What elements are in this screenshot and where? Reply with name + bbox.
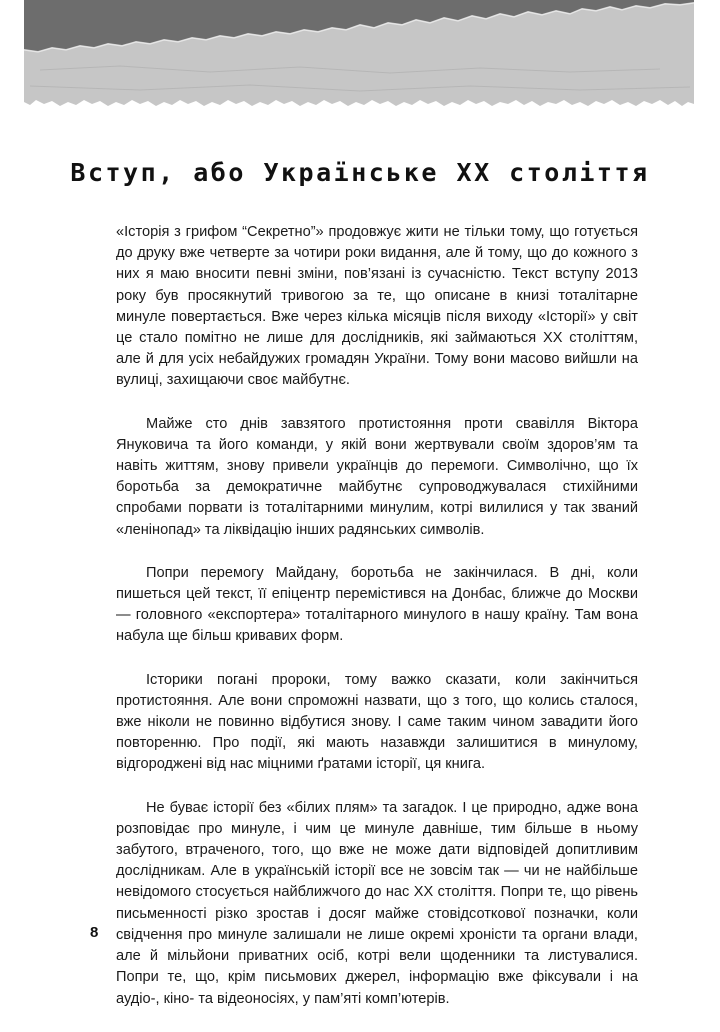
body-text: [116, 222, 638, 1032]
header-torn-paper-band: [0, 0, 720, 112]
chapter-title: Вступ, або Українське ХХ століття: [70, 158, 650, 187]
paragraph: «Історія з грифом “Секретно”» продовжує жити не тільки тому, що готується до друку вже четверте за чотири роки видання, але й тому, що до кожного з них я маю вносити певні зміни, пов’язані із сучасністю. Текст вступу 2013 року був просякнутий тривогою за те, що описане в книзі тоталітарне минуле повертається. Вже через кілька місяців після виходу «Історії» у світ це стало помітно не лише для дослідників, які займаються ХХ століттям, але й для усіх небайдужих громадян України. Тому вони масово вийшли на вулиці, захищаючи своє майбутнє.: [116, 224, 638, 389]
paragraph: Майже сто днів завзятого протистояння проти свавілля Віктора Януковича та його команди, у якій вони жертвували своїм здоров’ям та навіть життям, знову привели українців до перемоги. Символічно, що їх боротьба за демократичне майбутнє супроводжувалася стихійними спробами порвати із тоталітарними минулим, котрі вилилися у так званий «ленінопад» та ліквідацію інших радянських символів.: [116, 415, 638, 538]
torn-paper-graphic: [0, 0, 720, 112]
paragraph: Історики погані пророки, тому важко сказати, коли закінчиться протистояння. Але вони спроможні назвати, що з того, що колись сталося, вже ніколи не повинно відбутися знову. І саме таким чином завадити його повторенню. Про події, які мають назавжди залишитися в минулому, відгороджені від нас міцними ґратами історії, ця книга.: [116, 671, 638, 773]
page-number: 8: [90, 924, 99, 941]
paragraph: Не буває історії без «білих плям» та загадок. І це природно, адже вона розповідає про минуле, і чим це минуле давніше, тим більше в ньому забутого, втраченого, того, що вже не може дати відповідей допитливим дослідникам. Але в українській історії все не зовсім так — чи не найбільше невідомого стосується найближчого до нас ХХ століття. Попри те, що рівень письменності різко зростав і досяг майже стовідсоткової позначки, коли свідчення про минуле залишали не лише окремі хроністи та органи влади, але й мільйони приватних осіб, котрі вели щоденники та листувалися. Попри те, що, крім письмових джерел, інформацію вже фіксували і на аудіо-, кіно- та відеоносіях, у пам’яті комп’ютерів.: [116, 799, 638, 1007]
paragraph: Попри перемогу Майдану, боротьба не закінчилася. В дні, коли пишеться цей текст, її епіцентр перемістився на Донбас, ближче до Москви — головного «експортера» тоталітарного минулого в нашу країну. Там вона набула ще більш кривавих форм.: [116, 564, 638, 645]
